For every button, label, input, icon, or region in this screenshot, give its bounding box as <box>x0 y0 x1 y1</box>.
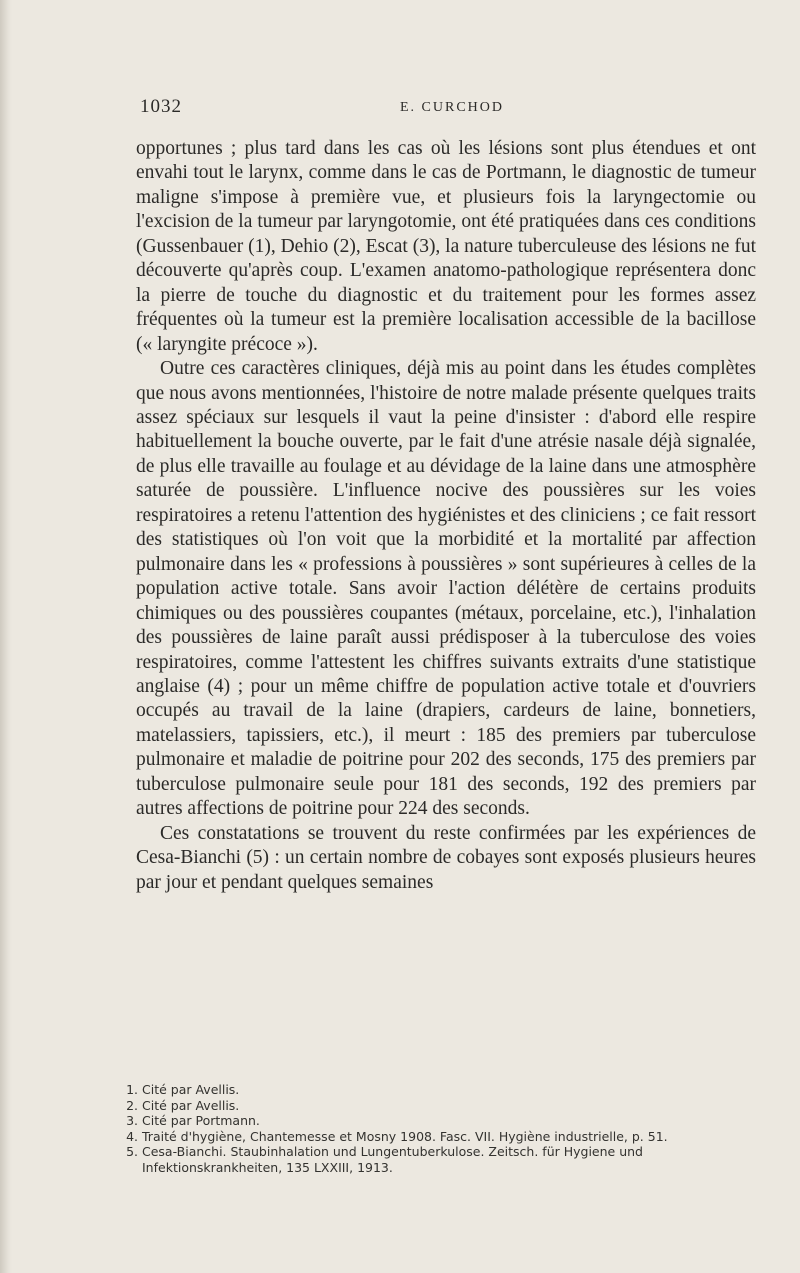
footnote <box>118 1113 758 1129</box>
footnote <box>118 1129 758 1145</box>
footnote-number: 1. <box>126 1082 138 1097</box>
page-number: 1032 <box>140 96 182 117</box>
footnotes <box>118 1082 758 1176</box>
footnote-number: 4. <box>126 1128 138 1144</box>
footnote <box>118 1098 758 1114</box>
footnote-text: Cité par Avellis. <box>142 1097 240 1113</box>
paragraph-continued: opportunes ; plus tard dans les cas où les lésions sont plus étendues et ont envahi tout le larynx, comme dans le cas de Portmann, le diagnostic de tumeur maligne s'impose à première vue, et plusieurs fois la laryngectomie ou l'excision de la tumeur par laryngotomie, ont été pratiquées dans ces conditions (Gussenbauer (1), Dehio (2), Escat (3), la nature tuberculeuse des lésions ne fut découverte qu'après coup. L'examen anatomo-pathologique représentera donc la pierre de touche du diagnostic et du traitement pour les formes assez fréquentes où la tumeur est la première localisation accessible de la bacillose (« laryngite précoce »). <box>136 138 756 355</box>
footnote-number: 2. <box>126 1097 138 1113</box>
page-binding-edge <box>0 0 12 1273</box>
footnote-number: 5. <box>126 1144 138 1160</box>
footnote <box>118 1082 758 1098</box>
page-header <box>140 96 744 124</box>
footnote <box>118 1144 758 1175</box>
footnote-number: 3. <box>126 1113 138 1129</box>
footnote-text: Traité d'hygiène, Chantemesse et Mosny 1908. Fasc. VII. Hygiène industrielle, p. 51. <box>142 1128 668 1144</box>
footnote-text: Cesa-Bianchi. Staubinhalation und Lungentuberkulose. Zeitsch. für Hygiene und Infektionskrankheiten, 135 LXXIII, 1913. <box>142 1144 643 1175</box>
paragraph: Outre ces caractères cliniques, déjà mis au point dans les études complètes que nous avons mentionnées, l'histoire de notre malade présente quelques traits assez spéciaux sur lesquels il vaut la peine d'insister : d'abord elle respire habituellement la bouche ouverte, par le fait d'une atrésie nasale déjà signalée, de plus elle travaille au foulage et au dévidage de la laine dans une atmosphère saturée de poussière. L'influence nocive des poussières sur les voies respiratoires a retenu l'attention des hygiénistes et des cliniciens ; ce fait ressort des statistiques où l'on voit que la morbidité et la mortalité par affection pulmonaire dans les « professions à poussières » sont supérieures à celles de la population active totale. Sans avoir l'action délétère de certains produits chimiques ou des poussières coupantes (métaux, porcelaine, etc.), l'inhalation des poussières de laine paraît aussi prédisposer à la tuberculose des voies respiratoires, comme l'attestent les chiffres suivants extraits d'une statistique anglaise (4) ; pour un même chiffre de population active totale et d'ouvriers occupés au travail de la laine (drapiers, cardeurs de laine, bonnetiers, matelassiers, tapissiers, etc.), il meurt : 185 des premiers par tuberculose pulmonaire et maladie de poitrine pour 202 des seconds, 175 des premiers par tuberculose pulmonaire seule pour 181 des seconds, 192 des premiers par autres affections de poitrine pour 224 des seconds. <box>136 358 756 820</box>
body-text <box>136 137 756 895</box>
paragraph: Ces constatations se trouvent du reste confirmées par les expériences de Cesa-Bianchi (5) : un certain nombre de cobayes sont exposés plusieurs heures par jour et pendant quelques semaines <box>136 822 756 893</box>
footnote-text: Cité par Portmann. <box>142 1113 260 1129</box>
footnote-text: Cité par Avellis. <box>142 1082 240 1097</box>
running-head: E. CURCHOD <box>400 100 505 115</box>
